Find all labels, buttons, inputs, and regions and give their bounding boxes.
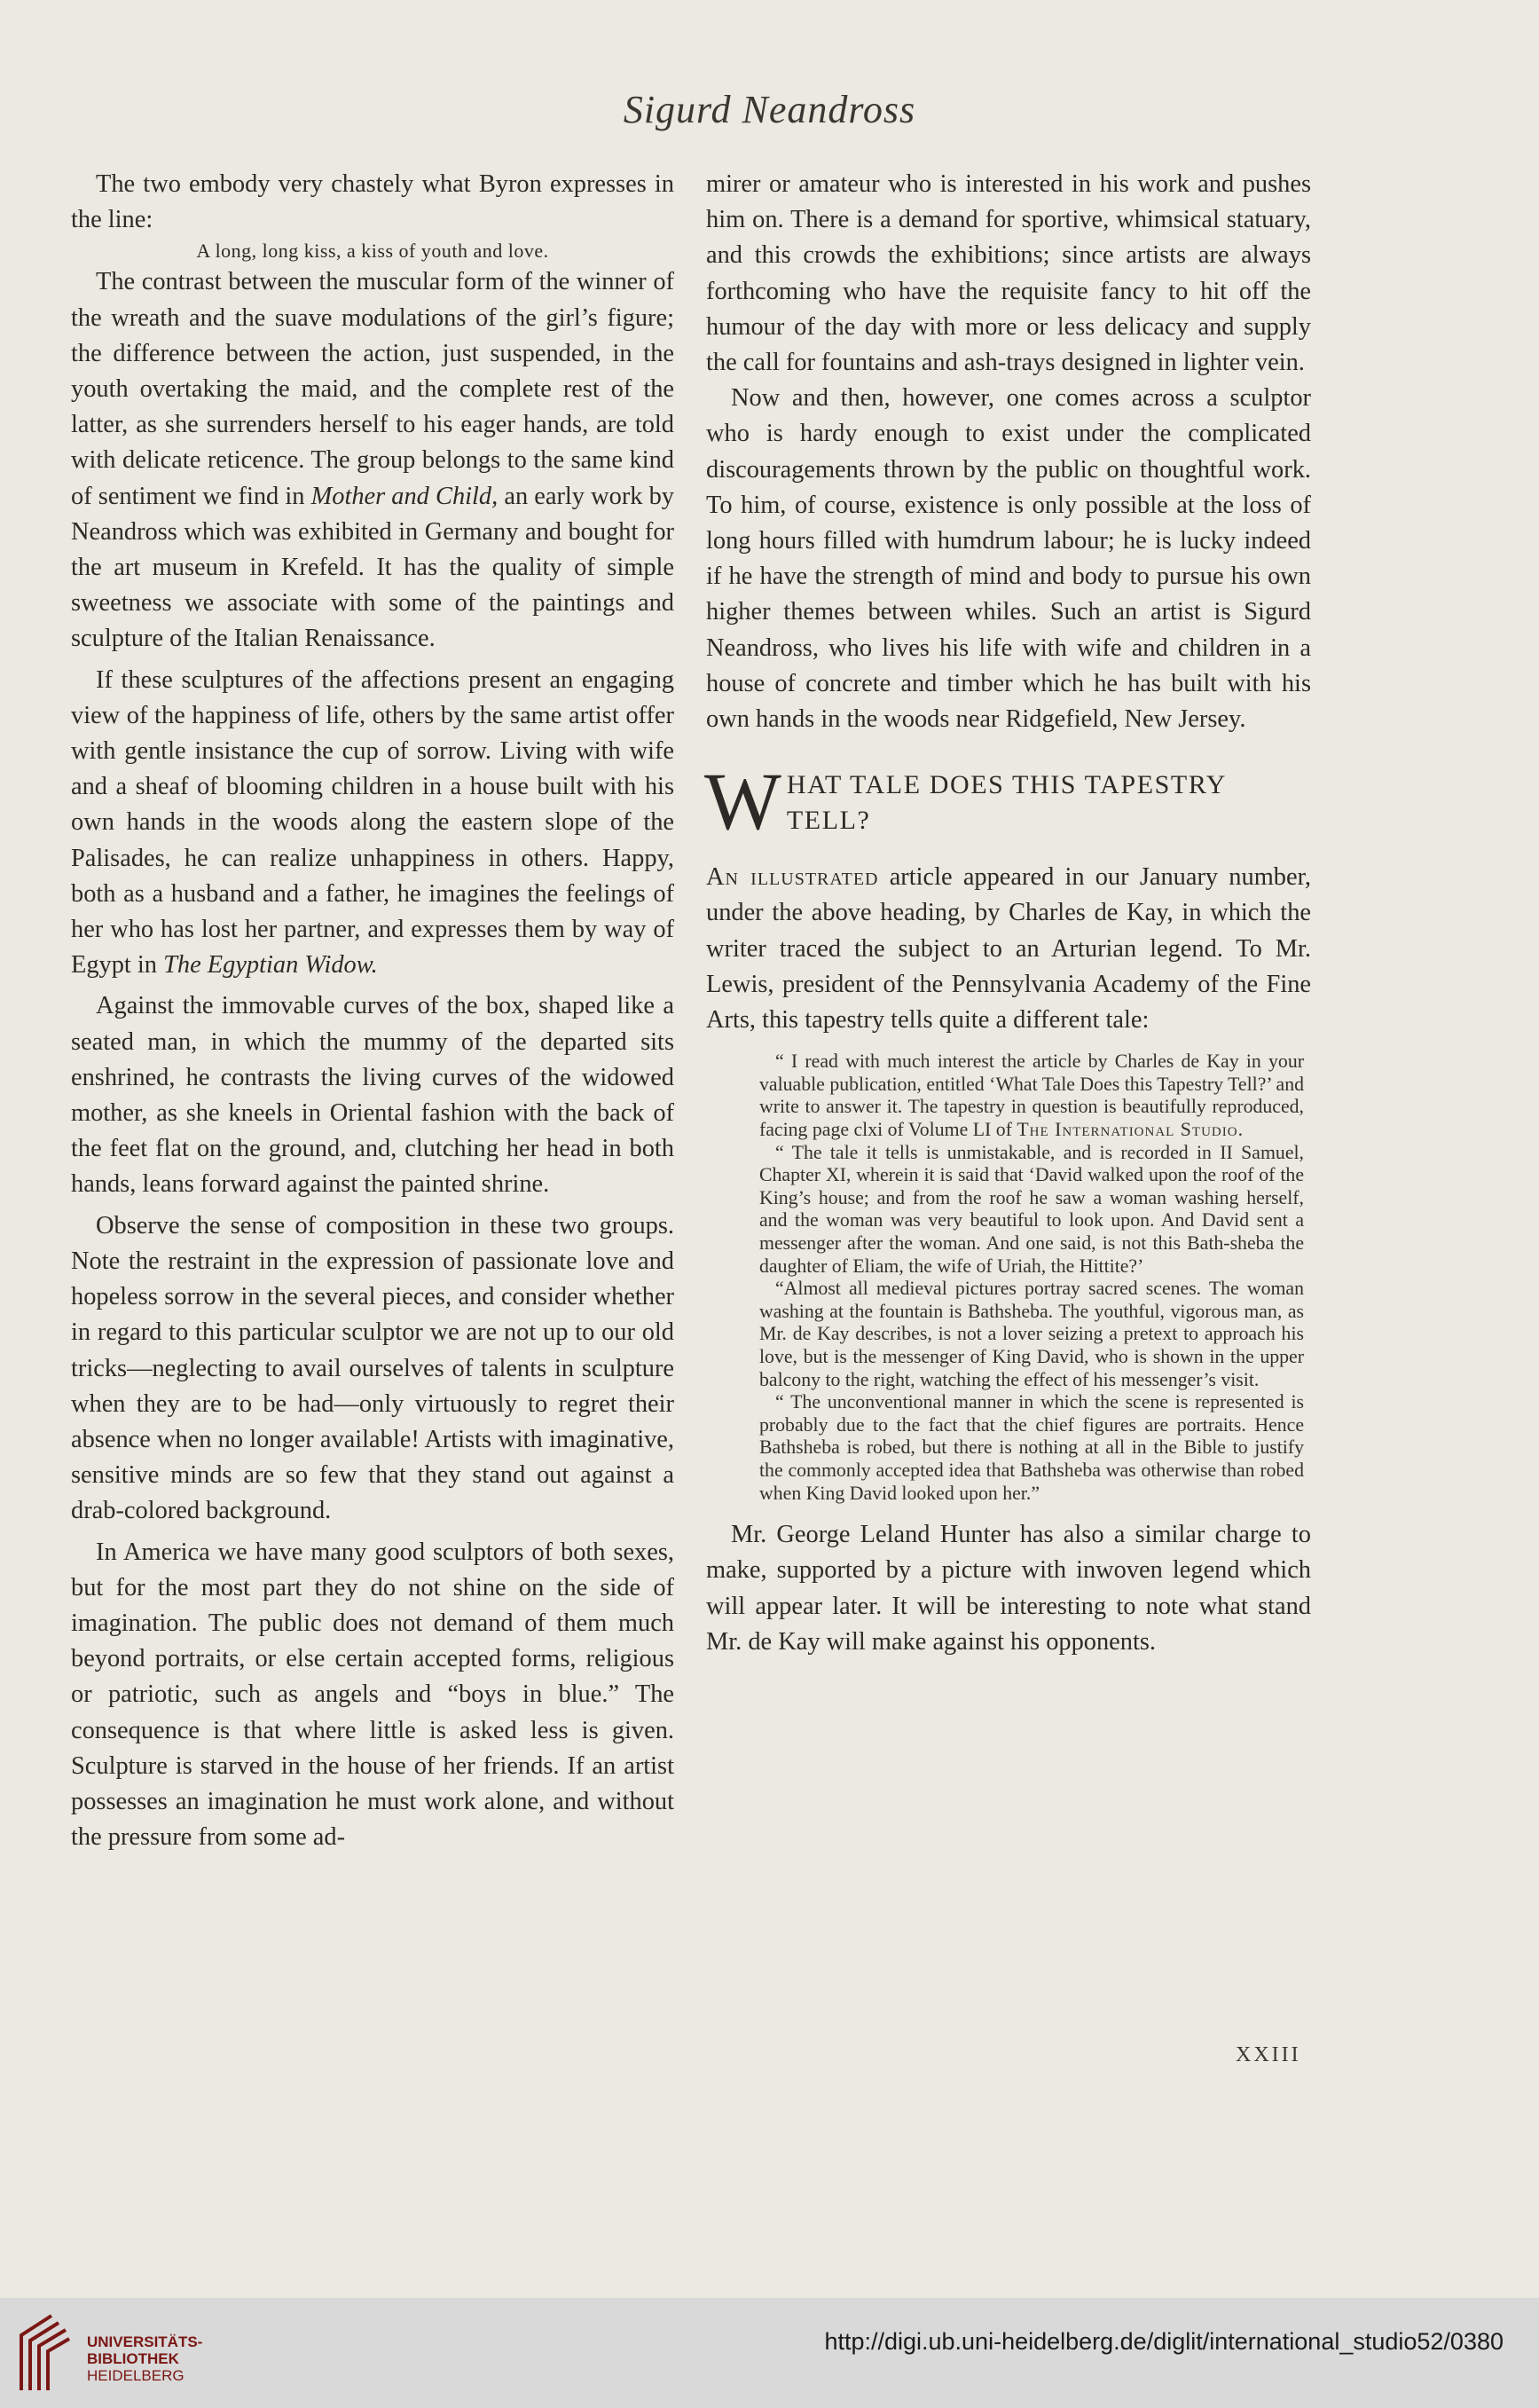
paragraph: mirer or amateur who is interested in his work and pushes him on. There is a demand for sportive, whimsical statuary, and this crowds the exhibitions; since artists are always forthcoming who have the requisite fancy to hit off the humour of the day with more or less delicacy and supply the call for fountains and ash-trays designed in lighter vein. [706, 170, 1311, 377]
running-head: Sigurd Neandross [623, 88, 916, 131]
quote-paragraph: “ The tale it tells is unmistakable, and is recorded in II Samuel, Chapter XI, wherein it is said that ‘David walked upon the roof of the King’s house; and from the roof he saw a woman washing herself, and the woman was very beautiful to look upon. And David sent a messenger after the woman. And one said, is not this Bath-sheba the daughter of Eliam, the wife of Uriah, the Hittite?’ [759, 1141, 1304, 1277]
quote-text: “ I read with much interest the article by Charles de Kay in your valuable publication, entitled ‘What Tale Does this Tapestry Tell?’ and write to answer it. The tapestry in question is beautifully reproduced, facing page clxi of Volume LI of [759, 1051, 1304, 1141]
paragraph: The two embody very chastely what Byron expresses in the line: [71, 170, 674, 234]
paragraph-text: If these sculptures of the affections present an engaging view of the happiness of life, others by the same artist offer with gentle insistance the cup of sorrow. Living with wife and a sheaf of blooming children in a house built with his own hands in the woods along the eastern slope of the Palisades, he can realize unhappiness in others. Happy, both as a husband and a father, he imagines the feelings of her who has lost her partner, and expresses them by way of Egypt in [71, 665, 674, 980]
paragraph [706, 860, 1311, 1038]
paragraph-text: article appeared in our January number, under the above heading, by Charles de Kay, in which the writer traced the subject to an Arturian legend. To Mr. Lewis, president of the Pennsylvania Academy of the Fine Arts, this tapestry tells quite a different tale: [706, 863, 1311, 1035]
heading-line: HAT TALE DOES THIS TAPESTRY [786, 770, 1228, 800]
heading-line: TELL? [786, 806, 871, 836]
lead-in: An illustrated [706, 863, 879, 892]
page-number: XXIII [1236, 2043, 1301, 2066]
library-logo-icon [16, 2309, 73, 2397]
paragraph-text: The contrast between the muscular form of the winner of the wreath and the suave modulations of the girl’s figure; the difference between the action, just suspended, in the youth overtaking the maid, and the complete rest of the latter, as she surrenders herself to his eager hands, are told with delicate reticence. The group belongs to the same kind of sentiment we find in [71, 268, 674, 510]
quote-paragraph: “Almost all medieval pictures portray sacred scenes. The woman washing at the fountain is Bathsheba. The youthful, vigorous man, as Mr. de Kay describes, is not a lover seizing a pretext to approach his love, but is the messenger of King David, who is shown in the upper balcony to the right, watching the effect of his messenger’s visit. [759, 1278, 1304, 1390]
library-name-line: HEIDELBERG [87, 2367, 185, 2384]
quote-paragraph [759, 1051, 1304, 1141]
library-name [87, 2333, 202, 2384]
drop-cap: W [704, 756, 781, 847]
right-column [706, 167, 1311, 1660]
left-column [71, 167, 674, 1855]
journal-name: The International Studio. [1017, 1119, 1245, 1141]
source-url-link[interactable]: http://digi.ub.uni-heidelberg.de/diglit/international_studio52/0380 [824, 2328, 1504, 2355]
quote-paragraph: “ The unconventional manner in which the scene is represented is probably due to the fact that the chief figures are portraits. Hence Bathsheba is robed, but there is nothing at all in the Bible to justify the commonly accepted idea that Bathsheba was otherwise than robed when King David looked upon her.” [759, 1391, 1304, 1504]
verse-quote: A long, long kiss, a kiss of youth and love. [196, 240, 549, 263]
paragraph: In America we have many good sculptors of both sexes, but for the most part they do not shine on the side of imagination. The public does not demand of them much beyond portraits, or else certain accepted forms, religious or patriotic, such as angels and “boys in blue.” The consequence is that where little is asked less is given. Sculpture is starved in the house of her friends. If an artist possesses an imagination he must work alone, and without the pressure from some ad- [71, 1538, 674, 1852]
letter-quote [759, 1051, 1304, 1505]
paragraph [71, 264, 674, 657]
paragraph: Now and then, however, one comes across a sculptor who is hardy enough to exist under the complicated discouragements thrown by the public on thoughtful work. To him, of course, existence is only possible at the loss of long hours filled with humdrum labour; he is lucky indeed if he have the strength of mind and body to pursue his own higher themes between whiles. Such an artist is Sigurd Neandross, who lives his life with wife and children in a house of concrete and timber which he has built with his own hands in the woods near Ridgefield, New Jersey. [706, 384, 1311, 734]
paragraph: Observe the sense of composition in these two groups. Note the restraint in the expression of passionate love and hopeless sorrow in the several pieces, and consider whether in regard to this particular sculptor we are not up to our old tricks—neglecting to avail ourselves of talents in sculpture when they are to be had—only virtuously to regret their absence when no longer available! Artists with imaginative, sensitive minds are so few that they stand out against a drab-colored background. [71, 1211, 674, 1525]
work-title: The Egyptian Widow. [163, 951, 378, 980]
paragraph [71, 663, 674, 984]
library-name-line: UNIVERSITÄTS- [87, 2333, 203, 2350]
library-name-line: BIBLIOTHEK [87, 2350, 179, 2367]
section-heading [704, 756, 1311, 847]
paragraph: Mr. George Leland Hunter has also a similar charge to make, supported by a picture with inwoven legend which will appear later. It will be interesting to note what stand Mr. de Kay will make against his opponents. [706, 1521, 1311, 1656]
work-title: Mother and Child, [310, 482, 499, 510]
paragraph-text: an early work by Neandross which was exhibited in Germany and bought for the art museum in Krefeld. It has the quality of simple sweetness we associate with some of the paintings and sculpture of the Italian Renaissance. [71, 482, 674, 653]
paragraph: Against the immovable curves of the box, shaped like a seated man, in which the mummy of the departed sits enshrined, he contrasts the living curves of the widowed mother, as she kneels in Oriental fashion with the back of the feet flat on the ground, and, clutching her head in both hands, leans forward against the painted shrine. [71, 992, 674, 1199]
